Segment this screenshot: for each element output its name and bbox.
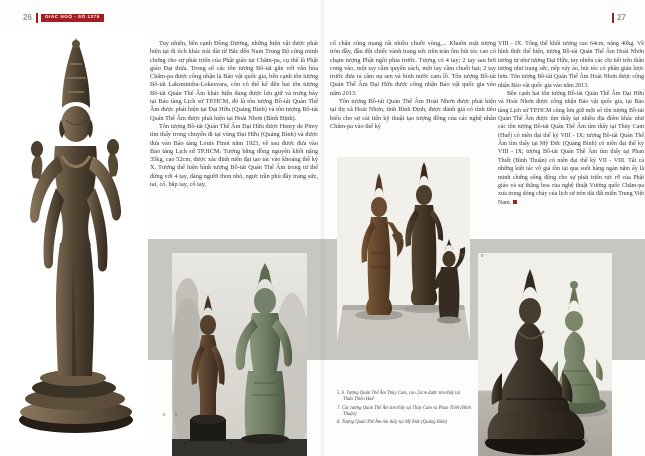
statue-photo-dai-huu [0,28,148,445]
caption-list [337,391,471,429]
page-gutter [319,0,326,456]
paragraph: VIII - IX. Tổng thể khối tượng cao 64cm, nặng 40kg. Về hình thức thể hiện, tượng Bồ-tát Quán Thế Âm Hoài Nhơn tương tự như tượng Đại Hữu, tuy nhiên các chi tiết trên thân tượng như trang sức, nếp váy áo, búi tóc có phần giản lược hơn. Tôn tượng Bồ-tát Quán Thế Âm Hoài Nhơn được công nhận Bảo vật quốc gia vào năm 2013. [498,41,644,89]
caption-item: 7. Các tượng Quán Thế Âm tìm thấy tại Thủy Cam và Phan Thiết (Bình Thuận) [337,405,471,417]
body-text-column-left [150,40,318,189]
issue-badge: GIÁC NGỘ - SỐ 1275 [41,14,104,22]
standing-bodhisattva-statue-graphic [0,28,148,445]
paragraph: Tuy nhiên, bên cạnh Đồng Dương, những hiện vật được phát hiện tại di tích khác trải dài từ Bắc đến Nam Trung Bộ cũng minh chứng cho sự phát triển của Phật giáo tại Chăm-pa, cụ thể là Phật giáo Đại thừa. Trong số các tôn tượng Bồ-tát gắn với văn hóa Chăm-pa được công nhận là Bảo vật quốc gia, bên cạnh tôn tượng Bồ-tát Laksmindra-Lokesvara, còn có thể kể đến hai tôn tượng Bồ-tát Quán Thế Âm khác hiện đang được lưu giữ và trưng bày tại Bảo tàng Lịch sử TP.HCM, đó là tôn tượng Bồ-tát Quán Thế Âm được phát hiện tại Đại Hữu (Quảng Bình) và tôn tượng Bồ-tát Quán Thế Âm được phát hiện tại Hoài Nhơn (Bình Định). [150,40,318,122]
paragraph: Tôn tượng Bồ-tát Quán Thế Âm Đại Hữu được Henry de Pirey tìm thấy trong chuyến đi tại vùng Đại Hữu (Quảng Bình) và được đưa vào Bảo tàng Louis Finot năm 1923, về sau được đưa vào Bảo tàng Lịch sử TP.HCM. Tượng bằng đồng nguyên khối nặng 35kg, cao 52cm, được xác định niên đại tạo tác vào khoảng thế kỷ X. Tượng thể hiện hình tượng Bồ-tát Quán Thế Âm trong tư thế đứng với 4 tay, dáng người thon nhỏ, ngực trần phủ đầy trang sức, tai, cổ, bắp tay, cổ tay, [150,122,318,189]
paragraph: Tôn tượng Bồ-tát Quán Thế Âm Hoài Nhơn được phát hiện tại thị xã Hoài Nhơn, tỉnh Bình Định, được đánh giá có tính tiêu biểu cho sự cải tiến kỹ thuật tạo tượng đồng của các nghệ nhân Chăm-pa vào thế kỷ [330,98,496,130]
seated-statues-graphic [478,253,612,456]
body-text-column-right [498,40,644,207]
paragraph: cổ chân cũng mang rất nhiều chuỗi vòng,... Khuôn mặt tượng tròn đầy, đầu đội chiếc vành trang sức trên trán ôm búi tóc cao có chạm tượng Phật ngồi phía trước. Tượng có 4 tay; 2 tay sau hơi cong vào, một tay cầm quyển sách, một tay cầm chuỗi hạt; 2 tay trước đưa ra cầm nụ sen và bình nước cam lồ. Tôn tượng Bồ-tát Quán Thế Âm Đại Hữu được công nhận Bảo vật quốc gia vào năm 2013. [330,40,496,97]
page-number-right: 27 [617,13,626,22]
figure-photo-thuy-cam-statues [172,253,307,456]
figure-photo-standing-statues [337,157,470,342]
header-divider-right [612,13,614,23]
figure-number-8: 8 [481,253,484,258]
page-number-left: 26 [23,13,32,22]
figure-number-7: 7 [461,253,464,258]
end-of-article-marker [513,200,517,204]
paragraph [498,90,644,207]
figure-photo-seated-statues [478,253,612,456]
standing-statues-graphic [337,157,470,342]
caption-item: 5, 6. Tượng Quán Thế Âm Thủy Cam, cao 23cm được tìm thấy tại Thừa Thiên Huế [337,391,461,403]
header-divider-left [36,13,38,23]
figure-number-6: 6 [175,412,178,417]
paragraph-text: Bên cạnh hai tôn tượng Bồ-tát Quán Thế Âm Đại Hữu và Hoài Nhơn được công nhận Bảo vật quốc gia, tại Bảo tàng Lịch sử TP.HCM cũng lưu giữ một số tôn tượng Bồ-tát Quán Thế Âm được tìm thấy tại nhiều địa điểm khác như các tôn tượng Bồ-tát Quán Thế Âm tìm thấy tại Thủy Cam (Huế) có niên đại thế kỷ VIII - IX; tượng Bồ-tát Quán Thế Âm tìm thấy tại Mỹ Đức (Quảng Bình) có niên đại thế kỷ VIII - IX; tượng Bồ-tát Quán Thế Âm tìm thấy tại Phan Thiết (Bình Thuận) có niên đại thế kỷ VII - VIII. Tất cả những kiệt tác vô giá tồn tại qua suốt hàng ngàn năm ấy là minh chứng sống động cho sự phát triển rực rỡ của Phật giáo và sự thăng hoa của nghệ thuật Vương quốc Chăm-pa xưa trong dòng chảy của lịch sử trên dải đất miền Trung Việt Nam. [498,91,645,206]
two-statues-museum-graphic [172,253,307,456]
figure-number-5: 5 [163,412,166,417]
body-text-column-middle [330,40,496,131]
caption-item: 8. Tượng Quán Thế Âm tìm thấy tại Mỹ Đức (Quảng Bình) [337,420,448,426]
